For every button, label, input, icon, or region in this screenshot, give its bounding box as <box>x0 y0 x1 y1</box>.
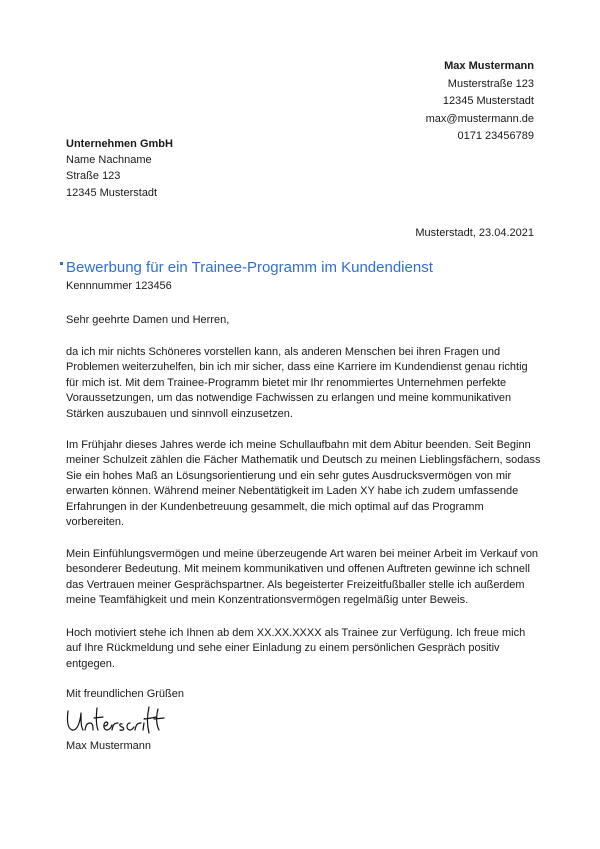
reference-number: Kennnummer 123456 <box>66 280 172 292</box>
sender-address-block <box>426 58 534 146</box>
closing-phrase: Mit freundlichen Grüßen <box>66 688 184 700</box>
body-paragraph: Im Frühjahr dieses Jahres werde ich meine Schullaufbahn mit dem Abitur beenden. Seit Beginn meiner Schulzeit zählen die Fächer Mathematik und Deutsch zu meinen Lieblingsfächern, sodass Sie ein hohes Maß an Lösungsorientierung und ein sehr gutes Ausdrucksvermögen von mir erwarten können. Während meiner Nebentätigkeit im Laden XY habe ich zudem umfassende Erfahrungen in der Kundenbetreuung gesammelt, die mich optimal auf das Programm vorbereiten. <box>66 439 541 529</box>
recipient-street: Straße 123 <box>66 170 121 183</box>
body-paragraph: Mein Einfühlungsvermögen und meine überzeugende Art waren bei meiner Arbeit im Verkauf von besonderer Bedeutung. Mit meinem kommunikativen und offenen Auftreten gewinne ich schnell das Vertrauen meiner Gesprächspartner. Als begeisterter Freizeitfußballer stelle ich außerdem meine Teamfähigkeit und mein Konzentrationsvermögen regelmäßig unter Beweis. <box>66 548 539 607</box>
sender-city: 12345 Musterstadt <box>442 95 534 108</box>
body-paragraph: Hoch motiviert stehe ich Ihnen ab dem XX.XX.XXXX als Trainee zur Verfügung. Ich freue mich auf Ihre Rückmeldung und sehe einer Einladung zu einem persönlichen Gespräch positiv entgegen. <box>66 627 526 670</box>
sender-phone: 0171 23456789 <box>457 130 534 143</box>
sender-name: Max Mustermann <box>444 60 534 72</box>
handwritten-signature <box>64 703 174 737</box>
body-paragraph: da ich mir nichts Schöneres vorstellen kann, als anderen Menschen bei ihren Fragen und Problemen weiterzuhelfen, bin ich mir sicher, dass eine Karriere im Kundendienst genau richtig für mich ist. Mit dem Trainee-Programm bietet mir Ihr renommiertes Unternehmen perfekte Voraussetzungen, um das notwendige Fachwissen zu erlangen und meine kommunikativen Stärken auszubauen und sinnvoll einzusetzen. <box>66 346 528 420</box>
recipient-city: 12345 Musterstadt <box>66 186 158 199</box>
recipient-address-block <box>66 136 173 201</box>
recipient-contact: Name Nachname <box>66 154 152 167</box>
salutation: Sehr geehrte Damen und Herren, <box>66 314 230 326</box>
signer-name: Max Mustermann <box>66 740 151 752</box>
sender-street: Musterstraße 123 <box>447 77 534 90</box>
recipient-company: Unternehmen GmbH <box>66 138 173 150</box>
letter-subject: Bewerbung für ein Trainee-Programm im Kundendienst <box>66 259 433 276</box>
subject-marker <box>60 262 63 265</box>
letter-date: Musterstadt, 23.04.2021 <box>415 227 534 239</box>
sender-email: max@mustermann.de <box>425 112 534 125</box>
